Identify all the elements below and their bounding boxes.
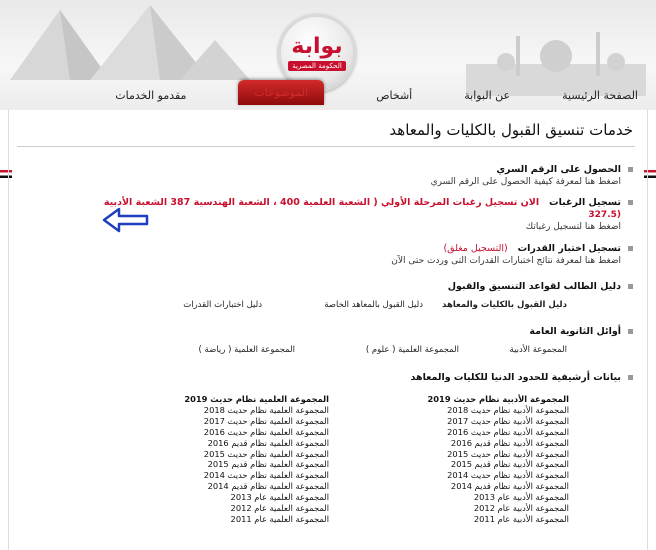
logo-title: بوابة <box>291 34 343 59</box>
section-guide <box>448 281 633 292</box>
list-item[interactable]: المجموعة الأدبية عام 2012 <box>473 503 569 514</box>
list-item[interactable]: المجموعة العلمية نظام قديم 2014 <box>207 481 329 492</box>
archive-literary-list <box>428 394 570 525</box>
guide-link-private[interactable]: دليل القبول بالمعاهد الخاصة <box>324 300 423 310</box>
list-item[interactable]: المجموعة الأدبية نظام قديم 2014 <box>450 481 569 492</box>
section-aptitude <box>391 243 633 266</box>
section-archive <box>411 372 633 383</box>
list-item[interactable]: المجموعة العلمية نظام حديث 2015 <box>203 448 329 459</box>
list-item[interactable]: المجموعة العلمية نظام قديم 2015 <box>207 459 329 470</box>
left-arrow-icon <box>101 206 149 234</box>
list-item[interactable]: المجموعة الأدبية نظام حديث 2018 <box>447 404 569 415</box>
nav-people[interactable]: أشخاص <box>376 88 413 102</box>
list-item[interactable]: المجموعة العلمية نظام حديث 2019 <box>184 394 329 404</box>
list-item[interactable]: المجموعة العلمية عام 2012 <box>230 503 329 514</box>
guide-heading: دليل الطالب لقواعد التنسيق والقبول <box>447 281 621 292</box>
top-literary-link[interactable]: المجموعة الأدبية <box>509 345 567 355</box>
top-students-heading: أوائل الثانوية العامة <box>529 326 621 337</box>
registration-desc[interactable]: اضغط هنا لتسجيل رغباتك <box>525 222 621 232</box>
list-item[interactable]: المجموعة الأدبية عام 2011 <box>473 513 569 524</box>
archive-scientific-list <box>184 394 329 525</box>
registration-link[interactable]: تسجيل الرغبات <box>549 197 621 208</box>
registration-notice-end: (327.5 <box>588 210 621 220</box>
square-bullet-icon <box>628 375 633 380</box>
list-item[interactable]: المجموعة الأدبية نظام قديم 2016 <box>450 437 569 448</box>
list-item[interactable]: المجموعة الأدبية نظام قديم 2015 <box>450 459 569 470</box>
title-divider <box>17 146 635 147</box>
nav-providers[interactable]: مقدمو الخدمات <box>115 88 187 102</box>
list-item[interactable]: المجموعة العلمية عام 2013 <box>230 492 329 503</box>
square-bullet-icon <box>628 284 633 289</box>
secret-number-desc[interactable]: اضغط هنا لمعرفة كيفية الحصول على الرقم السري <box>430 177 621 187</box>
secret-number-link[interactable]: الحصول على الرقم السري <box>496 164 621 175</box>
nav-home[interactable]: الصفحة الرئيسية <box>562 88 638 102</box>
list-item[interactable]: المجموعة الأدبية نظام حديث 2017 <box>447 415 569 426</box>
main-nav <box>0 80 656 110</box>
list-item[interactable]: المجموعة العلمية نظام حديث 2016 <box>203 426 329 437</box>
list-item[interactable]: المجموعة الأدبية نظام حديث 2016 <box>447 426 569 437</box>
square-bullet-icon <box>628 246 633 251</box>
page-title: خدمات تنسيق القبول بالكليات والمعاهد <box>389 121 633 139</box>
aptitude-link[interactable]: تسجيل اختبار القدرات <box>517 243 621 254</box>
square-bullet-icon <box>628 329 633 334</box>
square-bullet-icon <box>628 167 633 172</box>
square-bullet-icon <box>628 200 633 205</box>
list-item[interactable]: المجموعة الأدبية نظام حديث 2014 <box>447 470 569 481</box>
section-registration <box>104 197 633 232</box>
guide-link-aptitude[interactable]: دليل اختبارات القدرات <box>183 300 262 310</box>
main-content <box>0 110 656 550</box>
logo-subtitle: الحكومة المصرية <box>288 61 346 71</box>
list-item[interactable]: المجموعة العلمية نظام حديث 2018 <box>203 404 329 415</box>
list-item[interactable]: المجموعة العلمية نظام قديم 2016 <box>207 437 329 448</box>
registration-notice: الان تسجيل رغبات المرحلة الأولي ( الشعبة العلمية 400 ، الشعبة الهندسية 387 الشعبة الأدبية <box>103 197 540 208</box>
list-item[interactable]: المجموعة الأدبية نظام حديث 2019 <box>427 394 569 404</box>
list-item[interactable]: المجموعة العلمية عام 2011 <box>230 513 329 524</box>
aptitude-desc[interactable]: اضغط هنا لمعرفة نتائج اختبارات القدرات التى وردت حتى الآن <box>391 256 621 266</box>
list-item[interactable]: المجموعة العلمية نظام حديث 2017 <box>203 415 329 426</box>
content-panel <box>8 110 648 550</box>
section-secret-number <box>431 164 633 187</box>
nav-topics[interactable]: الموضوعات <box>238 80 324 105</box>
pyramids-illustration <box>0 0 260 90</box>
list-item[interactable]: المجموعة الأدبية عام 2013 <box>473 492 569 503</box>
site-header <box>0 0 656 110</box>
guide-link-colleges[interactable]: دليل القبول بالكليات والمعاهد <box>442 300 567 310</box>
top-science-link[interactable]: المجموعة العلمية ( علوم ) <box>365 345 459 355</box>
nav-about[interactable]: عن البوابة <box>464 88 511 102</box>
archive-heading: بيانات أرشيفية للحدود الدنيا للكليات والمعاهد <box>410 372 621 383</box>
top-math-link[interactable]: المجموعة العلمية ( رياضة ) <box>198 345 295 355</box>
section-top-students <box>529 326 633 337</box>
aptitude-status: (التسجيل مغلق) <box>443 243 508 254</box>
list-item[interactable]: المجموعة الأدبية نظام حديث 2015 <box>447 448 569 459</box>
list-item[interactable]: المجموعة العلمية نظام حديث 2014 <box>203 470 329 481</box>
